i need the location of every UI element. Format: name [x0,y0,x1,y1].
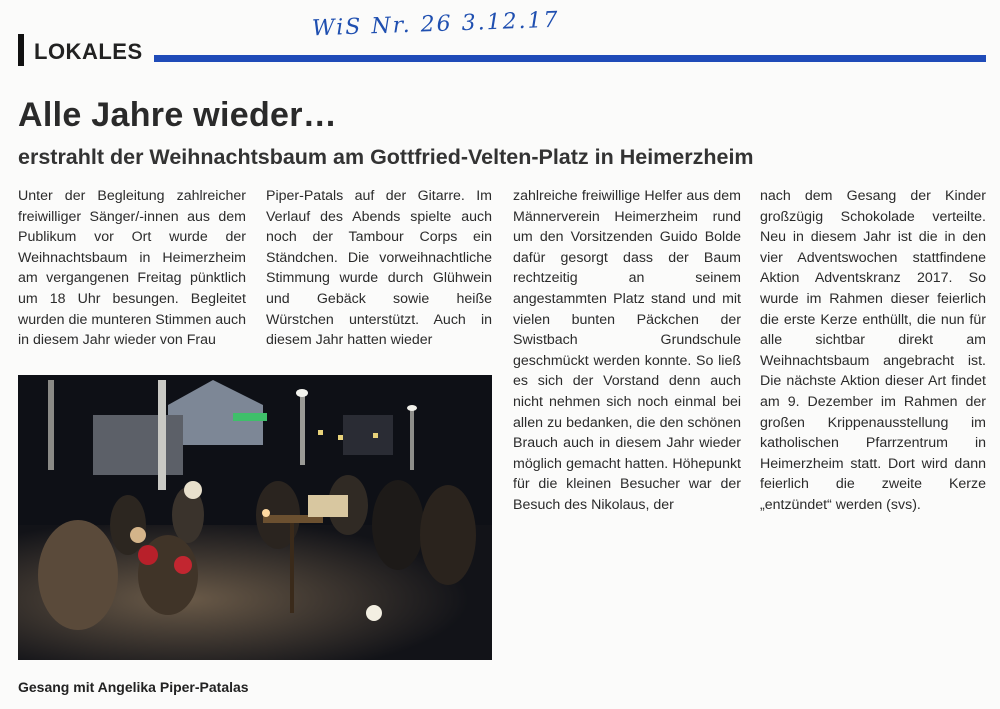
article-column-3: zahlreiche freiwillige Helfer aus dem Männerverein Heimerzheim rund um den Vorsitzenden Guido Bolde dafür gesorgt dass der Baum rechtzeitig an seinem angestammten Platz stand und mit vielen bunten Päckchen der Swistbach Grundschule geschmückt werden konnte. So ließ es sich der Vorstand denn auch nicht nehmen sich noch einmal bei allen zu bedanken, die den schönen Brauch auch in diesem Jahr wieder möglich gemacht hatten. Höhepunkt für die kleinen Besucher war der Besuch des Nikolaus, der [513,188,741,513]
photo-caption: Gesang mit Angelika Piper-Patalas [18,679,249,695]
handwritten-issue-note: WiS Nr. 26 3.12.17 [311,7,560,42]
section-marker [18,34,24,66]
section-header [18,30,986,70]
section-rule [154,55,986,62]
night-gathering-image [18,375,492,660]
article-photo [18,375,492,660]
article-column-1: Unter der Begleitung zahlreicher freiwilliger Sänger/-innen aus dem Publikum vor Ort wurde der Weihnachtsbaum in Heimerzheim am vergangenen Freitag pünktlich um 18 Uhr besungen. Begleitet wurden die munteren Stimmen auch in diesem Jahr wieder von Frau [18,188,246,349]
article-column-2: Piper-Patals auf der Gitarre. Im Verlauf des Abends spielte auch noch der Tambour Corps ein Ständchen. Die vorweihnachtliche Stimmung wurde durch Glühwein und Gebäck sowie heiße Würstchen unterstützt. Auch in diesem Jahr hatten wieder [266,188,492,349]
article-headline: Alle Jahre wieder… [18,96,338,134]
section-label: LOKALES [34,39,143,64]
article-column-4: nach dem Gesang der Kinder großzügig Schokolade verteilte. Neu in diesem Jahr ist die in den vier Adventswochen stattfindene Aktion Adventskranz 2017. So wurde im Rahmen dieser feierlich die erste Kerze enthüllt, die nun für alle sichtbar direkt am Weihnachtsbaum angebracht ist. Die nächste Aktion dieser Art findet am 9. Dezember im Rahmen der großen Krippenausstellung im katholischen Pfarrzentrum in Heimerzheim statt. Dort wird dann feierlich die zweite Kerze „entzündet“ werden (svs). [760,188,986,513]
article-subheadline: erstrahlt der Weihnachtsbaum am Gottfried-Velten-Platz in Heimerzheim [18,145,754,169]
